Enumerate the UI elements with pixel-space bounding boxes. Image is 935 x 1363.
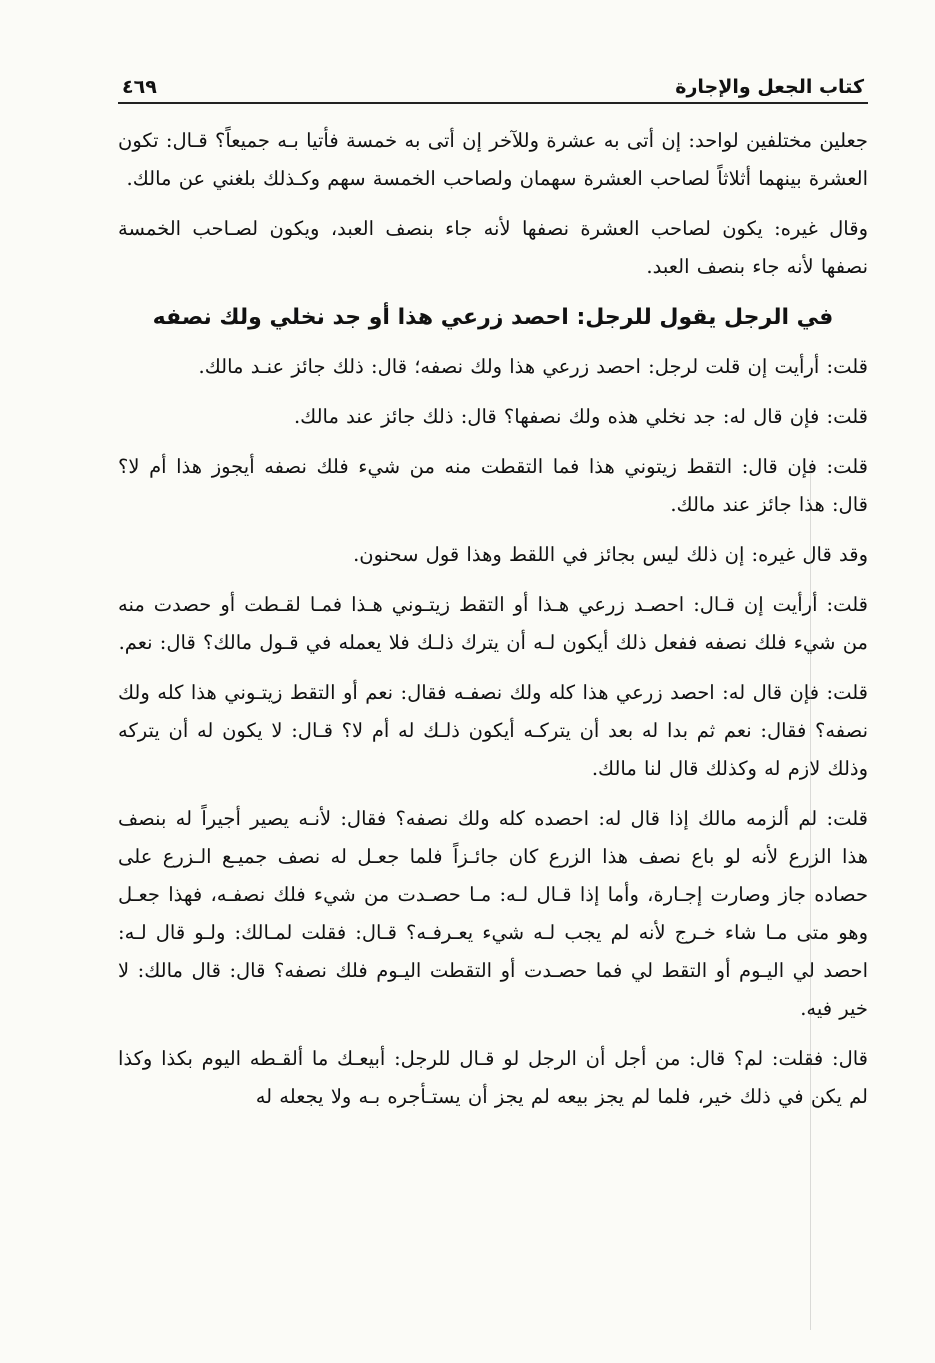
paragraph: قلت: لم ألزمه مالك إذا قال له: احصده كله ولك نصفه؟ فقال: لأنـه يصير أجيراً له بنصف هذا الزرع لأنه لو باع نصف هذا الزرع كان جائـزاً فلما جعـل له نصف جميـع الـزرع على حصاده جاز وصارت إجـارة، وأما إذا قـال لـه: مـا حصـدت من شيء فلك نصفـه، فهذا جعـل وهو متى مـا شاء خـرج لأنه لم يجب لـه شيء يعـرفـه؟ قـال: فقلت لمـالك: ولـو قال لـه: احصد لي اليـوم أو التقط لي فما حصـدت أو التقطت اليـوم فلك نصفه؟ قال: قال مالك: لا خير فيه. [118, 807, 868, 1020]
section-heading: في الرجل يقول للرجل: احصد زرعي هذا أو جد نخلي ولك نصفه [152, 305, 834, 330]
paragraph: جعلين مختلفين لواحد: إن أتى به عشرة وللآخر إن أتى به خمسة فأتيا بـه جميعاً؟ قـال: تكون العشرة بينهما أثلاثاً لصاحب العشرة سهمان ولصاحب الخمسة سهم وكـذلك بلغني عن مالك. [118, 129, 868, 190]
page-number: ٤٦٩ [122, 76, 157, 98]
running-header [118, 62, 868, 104]
paragraph: وقد قال غيره: إن ذلك ليس بجائز في اللقط وهذا قول سحنون. [353, 543, 868, 566]
paragraph: قلت: فإن قال: التقط زيتوني هذا فما التقطت منه من شيء فلك نصفه أيجوز هذا أم لا؟ قال: هذا جائز عند مالك. [118, 455, 868, 516]
paragraph: قلت: فإن قال له: احصد زرعي هذا كله ولك نصفـه فقال: نعم أو التقط زيتـوني هذا كله ولك نصفه؟ فقال: نعم ثم بدا له بعد أن يتركـه أيكون ذلـك له أم لا؟ قـال: لا يكون له أن يتركه وذلك لازم له وكذلك قال لنا مالك. [118, 681, 868, 780]
paragraph: قلت: أرأيت إن قـال: احصـد زرعي هـذا أو التقط زيتـوني هـذا فمـا لقـطت أو حصدت منه من شيء فلك نصفه ففعل ذلك أيكون لـه أن يترك ذلـك فلا يعمله في قـول مالك؟ قال: نعم. [118, 593, 868, 654]
paragraph: قلت: فإن قال له: جد نخلي هذه ولك نصفها؟ قال: ذلك جائز عند مالك. [293, 405, 868, 428]
paragraph: قال: فقلت: لم؟ قال: من أجل أن الرجل لو قـال للرجل: أبيعـك ما ألقـطه اليوم بكذا وكذا لم يكن في ذلك خير، فلما لم يجز بيعه لم يجز أن يستـأجره بـه ولا يجعله له [118, 1047, 868, 1108]
page-body [118, 104, 868, 1116]
scan-fold-line [810, 470, 811, 1330]
paragraph: قلت: أرأيت إن قلت لرجل: احصد زرعي هذا ولك نصفه؛ قال: ذلك جائز عنـد مالك. [198, 355, 868, 378]
book-page [118, 62, 868, 1128]
paragraph: وقال غيره: يكون لصاحب العشرة نصفها لأنه جاء بنصف العبد، ويكون لصـاحب الخمسة نصفها لأنه جاء بنصف العبد. [118, 217, 868, 278]
running-title: كتاب الجعل والإجارة [675, 76, 864, 98]
